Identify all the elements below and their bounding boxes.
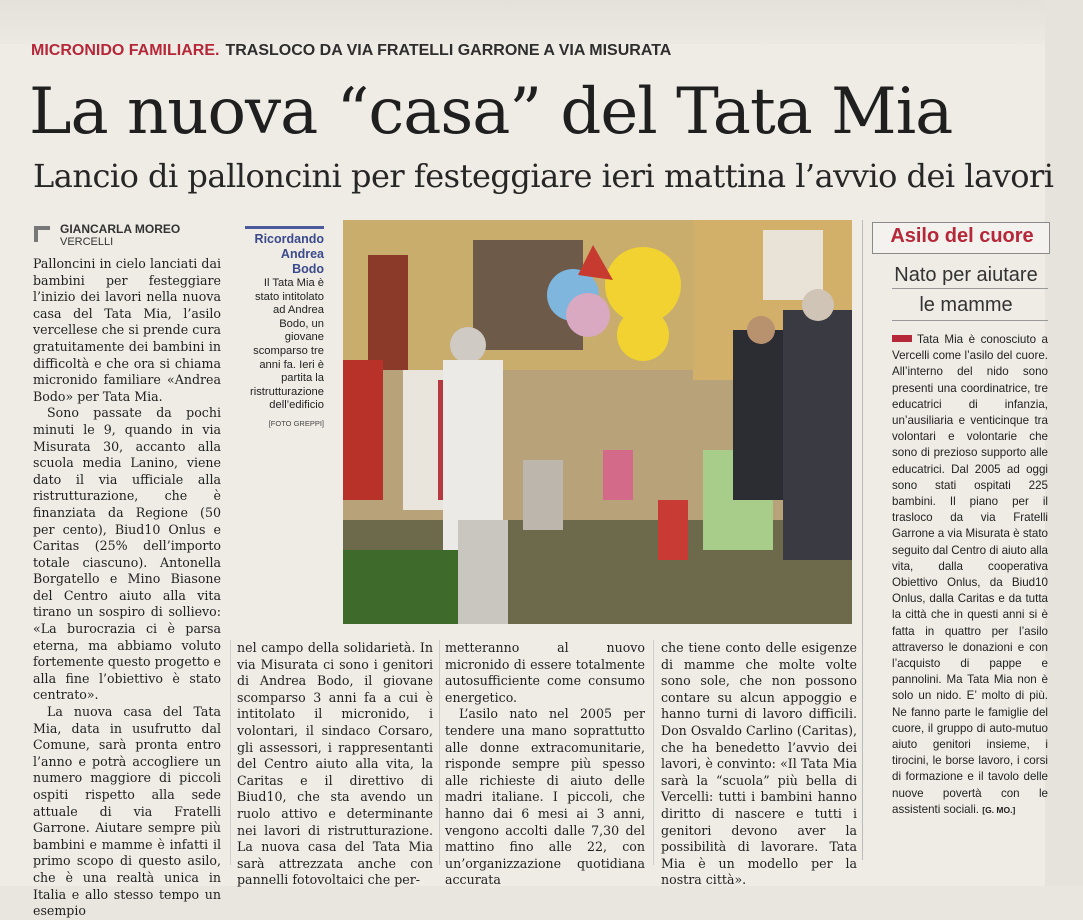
box-subtitle-rule (892, 320, 1048, 321)
news-photo (343, 220, 852, 624)
box-divider (862, 220, 863, 860)
column-divider (653, 640, 654, 865)
article-paragraph: Sono passate da pochi minuti le 9, quando in via Misurata 30, accanto alla scuola media Lanino, viene dato il via ufficiale alla ristrutturazione, che è finanziata da Regione (50 per cento), Biud10 Onlus e Caritas (25% dell’importo totale ciascuno). Antonella Borgatello e Mino Biasone del Centro aiuto alla vita tirano un sospiro di sollievo: «La burocrazia ci è parsa eterna, ma abbiamo voluto fortemente questo progetto e alla fine l’obiettivo è stato centrato». (33, 405, 221, 703)
box-subtitle: Nato per aiutare le mamme (894, 264, 1038, 316)
kicker (31, 42, 671, 60)
column-divider (439, 640, 440, 865)
box-red-mark (892, 335, 912, 342)
article-paragraph: Palloncini in cielo lanciati dai bambini per festeggiare l’inizio dei lavori nella nuova casa del Tata Mia, l’asilo vercellese che si prende cura gratuitamente dei bambini in difficoltà e che ora si chiama micronido familiare «Andrea Bodo» per Tata Mia. (33, 256, 221, 404)
photo-credit: [FOTO GREPPI] (268, 418, 324, 428)
previous-page-bleed (0, 0, 1083, 44)
sidebar-title: Ricordando Andrea Bodo (254, 232, 324, 276)
sidebar-rule (245, 226, 324, 229)
article-column-2 (237, 640, 433, 889)
article-column-3 (445, 640, 645, 889)
box-signature: [G. MO.] (982, 804, 1016, 815)
box-subtitle-rule (892, 288, 1048, 289)
sidebar-text: Il Tata Mia è stato intitolato ad Andrea Bodo, un giovane scomparso tre anni fa. Ieri è partita la ristrutturazione dell’edificio (250, 277, 324, 412)
article-paragraph: La nuova casa del Tata Mia, data in usufrutto dal Comune, sarà pronta entro l’anno e potrà accogliere un numero maggiore di piccoli ospiti rispetto alla sede attuale di via Fratelli Garrone. Aiutare sempre più bambini e mamme è infatti il primo scopo di questo asilo, che è una realtà unica in Italia e allo stesso tempo un esempio (33, 704, 221, 919)
article-paragraph: metteranno al nuovo micronido di essere totalmente autosufficiente come consumo energetico. (445, 640, 645, 705)
box-text: Tata Mia è conosciuto a Vercelli come l’asilo del cuore. All’interno del nido sono presenti una coordinatrice, tre educatrici di infanzia, un’ausiliaria e venticinque tra volontari e volontarie che sono di prezioso supporto alle educatrici. Dal 2005 ad oggi sono stati ospitati 225 bambini. Il piano per il trasloco da via Fratelli Garrone a via Misurata è stato seguito dal Centro di aiuto alla vita, dalla cooperativa Obiettivo Onlus, da Biud10 Onlus, dalla Caritas e da tutta la città che in questi anni si è fatta in quattro per l’asilo attraverso le donazioni e con l’acquisto di pappe e pannolini. Ma Tata Mia non è solo un nido. E’ molto di più. Ne fanno parte le famiglie del cuore, il gruppo di auto-mutuo aiuto genitori insieme, i tirocini, le borse lavoro, i corsi di formazione e il tavolo delle nuove povertà con le assistenti sociali. (892, 333, 1048, 816)
column-divider (230, 640, 231, 865)
article-paragraph: che tiene conto delle esigenze di mamme che molte volte sono sole, che non possono contare su alcun appoggio e hanno turni di lavoro difficili. Don Osvaldo Carlino (Caritas), che ha benedetto l’avvio dei lavori, è convinto: «Il Tata Mia sarà la “scuola” più bella di Vercelli: tutti i bambini hanno diritto di nascere e tutti i genitori devono aver la possibilità di lavorare. Tata Mia è un modello per la nostra città». (661, 640, 857, 888)
article-paragraph: nel campo della solidarietà. In via Misurata ci sono i genitori di Andrea Bodo, il giovane scomparso 3 anni fa a cui è intitolato il micronido, i volontari, il sindaco Corsaro, gli assessori, i rappresentanti del Centro aiuto alla vita, la Caritas e il direttivo di Biud10, che sta avendo un ruolo attivo e determinante nei lavori di ristrutturazione. La nuova casa del Tata Mia sarà attrezzata anche con pannelli fotovoltaici che per- (237, 640, 433, 888)
byline-corner-mark (34, 226, 50, 242)
kicker-section: MICRONIDO FAMILIARE. (31, 42, 220, 59)
byline-author: GIANCARLA MOREO (60, 222, 181, 236)
kicker-topic: TRASLOCO DA VIA FRATELLI GARRONE A VIA MISURATA (225, 42, 672, 59)
box-title: Asilo del cuore (890, 225, 1034, 247)
box-text-block (892, 332, 1048, 818)
headline: La nuova “casa” del Tata Mia (29, 75, 953, 149)
subheadline: Lancio di palloncini per festeggiare ieri mattina l’avvio dei lavori (33, 157, 1054, 195)
side-box (870, 220, 1054, 850)
box-header (872, 222, 1050, 254)
article-paragraph: L’asilo nato nel 2005 per tendere una mano soprattutto alle donne extracomunitarie, risponde sempre più spesso alle richieste di aiuto delle madri italiane. I piccoli, che hanno dai 6 mesi ai 3 anni, vengono accolti dalle 7,30 del mattino fino alle 22, con un’organizzazione quotidiana accurata (445, 706, 645, 888)
byline-city: VERCELLI (60, 236, 114, 248)
article-column-1 (33, 256, 221, 920)
photo-illustration (343, 220, 852, 624)
article-column-4 (661, 640, 857, 889)
photo-sidebar (250, 232, 324, 431)
